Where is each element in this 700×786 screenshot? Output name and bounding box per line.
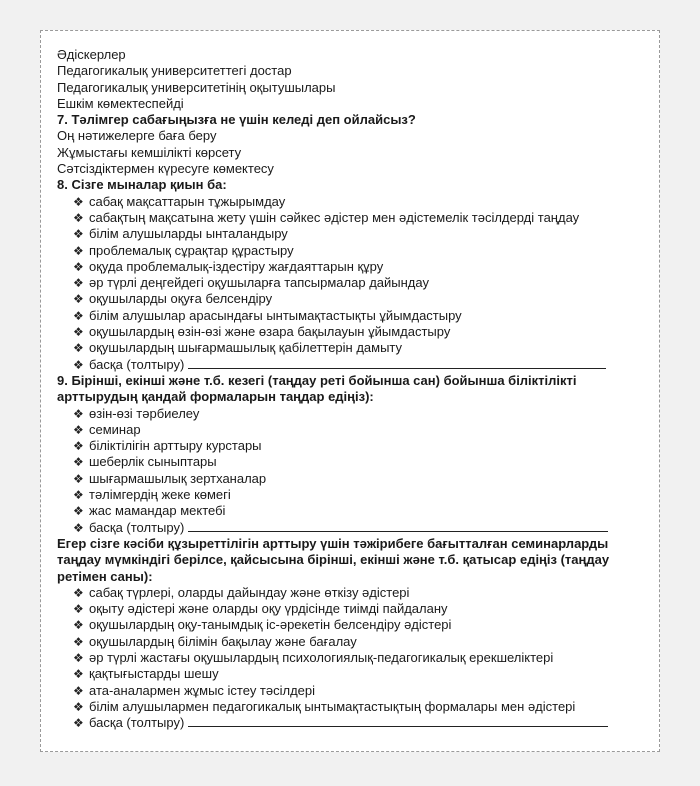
- diamond-bullet-icon: ❖: [73, 422, 84, 437]
- q10-option: ❖ оқушылардың білімін бақылау және бағалау: [73, 633, 357, 649]
- q9-option: ❖ семинар: [73, 421, 141, 437]
- q7-option: Сәтсіздіктермен күресуге көмектесу: [57, 161, 274, 177]
- diamond-bullet-icon: ❖: [73, 585, 84, 600]
- fill-in-line[interactable]: [188, 357, 606, 369]
- diamond-bullet-icon: ❖: [73, 439, 84, 454]
- q10-other-option: ❖ басқа (толтыру): [57, 715, 643, 731]
- question-7-title: 7. Тәлімгер сабағыңызға не үшін келеді деп ойлайсыз?: [57, 112, 416, 128]
- q8-option: ❖ оқушыларды оқуға белсендіру: [73, 291, 273, 307]
- q8-option: ❖ сабақтың мақсатына жету үшін сәйкес әдістер мен әдістемелік тәсілдерді таңдау: [73, 209, 580, 225]
- q8-option: ❖ оқушылардың өзін-өзі және өзара бақылауын ұйымдастыру: [73, 324, 451, 340]
- q9-option: ❖ шеберлік сыныптары: [73, 454, 217, 470]
- q10-option: ❖ қақтығыстарды шешу: [73, 666, 219, 682]
- q10-option: ❖ әр түрлі жастағы оқушылардың психологиялық-педагогикалық ерекшеліктері: [73, 649, 554, 665]
- diamond-bullet-icon: ❖: [73, 227, 84, 242]
- q10-option: ❖ білім алушылармен педагогикалық ынтымақтастықтың формалары мен әдістері: [73, 698, 576, 714]
- diamond-bullet-icon: ❖: [73, 504, 84, 519]
- q8-option: ❖ сабақ мақсаттарын тұжырымдау: [73, 193, 286, 209]
- q9-other-option: ❖ басқа (толтыру): [57, 520, 643, 536]
- diamond-bullet-icon: ❖: [73, 357, 84, 372]
- q8-option: ❖ білім алушылар арасындағы ынтымақтастықты ұйымдастыру: [73, 307, 462, 323]
- mentor-options: [57, 47, 643, 112]
- q7-option: Оң нәтижелерге баға беру: [57, 128, 217, 144]
- question-9-options: [57, 406, 643, 536]
- q9-option: ❖ тәлімгердің жеке көмегі: [73, 487, 231, 503]
- q10-option: ❖ ата-аналармен жұмыс істеу тәсілдері: [73, 682, 316, 698]
- q9-option: ❖ өзін-өзі тәрбиелеу: [73, 405, 200, 421]
- diamond-bullet-icon: ❖: [73, 194, 84, 209]
- diamond-bullet-icon: ❖: [73, 276, 84, 291]
- diamond-bullet-icon: ❖: [73, 308, 84, 323]
- q10-option: ❖ сабақ түрлері, оларды дайындау және өткізу әдістері: [73, 584, 410, 600]
- q10-option: ❖ оқушылардың оқу-танымдық іс-әрекетін белсендіру әдістері: [73, 617, 452, 633]
- question-7-options: [57, 128, 643, 177]
- diamond-bullet-icon: ❖: [73, 699, 84, 714]
- q8-other-option: ❖ басқа (толтыру): [57, 357, 643, 373]
- diamond-bullet-icon: ❖: [73, 341, 84, 356]
- mentor-option: Педагогикалық университеттегі достар: [57, 63, 292, 79]
- q9-option: ❖ біліктілігін арттыру курстары: [73, 438, 262, 454]
- diamond-bullet-icon: ❖: [73, 683, 84, 698]
- q9-option: ❖ шығармашылық зертханалар: [73, 470, 267, 486]
- diamond-bullet-icon: ❖: [73, 243, 84, 258]
- q10-option: ❖ оқыту әдістері және оларды оқу үрдісінде тиімді пайдалану: [73, 601, 448, 617]
- q8-option: ❖ әр түрлі деңгейдегі оқушыларға тапсырмалар дайындау: [73, 275, 429, 291]
- diamond-bullet-icon: ❖: [73, 520, 84, 535]
- diamond-bullet-icon: ❖: [73, 488, 84, 503]
- q8-option: ❖ проблемалық сұрақтар құрастыру: [73, 242, 294, 258]
- diamond-bullet-icon: ❖: [73, 716, 84, 731]
- q8-option: ❖ оқуда проблемалық-іздестіру жағдаяттарын құру: [73, 258, 384, 274]
- diamond-bullet-icon: ❖: [73, 259, 84, 274]
- q8-option: ❖ білім алушыларды ынталандыру: [73, 226, 288, 242]
- diamond-bullet-icon: ❖: [73, 471, 84, 486]
- mentor-option: Әдіскерлер: [57, 47, 126, 62]
- question-8-title: 8. Сізге мыналар қиын ба:: [57, 177, 227, 193]
- questionnaire-page: [40, 30, 660, 752]
- question-8-options: [57, 194, 643, 373]
- fill-in-line[interactable]: [188, 520, 608, 532]
- diamond-bullet-icon: ❖: [73, 406, 84, 421]
- mentor-option: Ешкім көмектеспейді: [57, 95, 184, 111]
- q7-option: Жұмыстағы кемшілікті көрсету: [57, 144, 242, 160]
- mentor-option: Педагогикалық университетінің оқытушылары: [57, 79, 336, 95]
- diamond-bullet-icon: ❖: [73, 455, 84, 470]
- diamond-bullet-icon: ❖: [73, 210, 84, 225]
- diamond-bullet-icon: ❖: [73, 602, 84, 617]
- diamond-bullet-icon: ❖: [73, 667, 84, 682]
- diamond-bullet-icon: ❖: [73, 634, 84, 649]
- question-10-options: [57, 585, 643, 732]
- diamond-bullet-icon: ❖: [73, 618, 84, 633]
- diamond-bullet-icon: ❖: [73, 325, 84, 340]
- diamond-bullet-icon: ❖: [73, 650, 84, 665]
- diamond-bullet-icon: ❖: [73, 292, 84, 307]
- question-9-title: 9. Бірінші, екінші және т.б. кезегі (таңдау реті бойынша сан) бойынша біліктілікті арттырудың қандай формаларын таңдар едіңіз):: [57, 372, 577, 405]
- question-10-title: Егер сізге кәсіби құзыреттілігін арттыру үшін тәжірибеге бағытталған семинарларды таңдау мүмкіндігі берілсе, қайсысына бірінші, екінші және т.б. қатысар едіңіз (таңдау ретімен саны):: [57, 535, 610, 584]
- fill-in-line[interactable]: [188, 715, 608, 727]
- q8-option: ❖ оқушылардың шығармашылық қабілеттерін дамыту: [73, 340, 403, 356]
- q9-option: ❖ жас мамандар мектебі: [73, 503, 226, 519]
